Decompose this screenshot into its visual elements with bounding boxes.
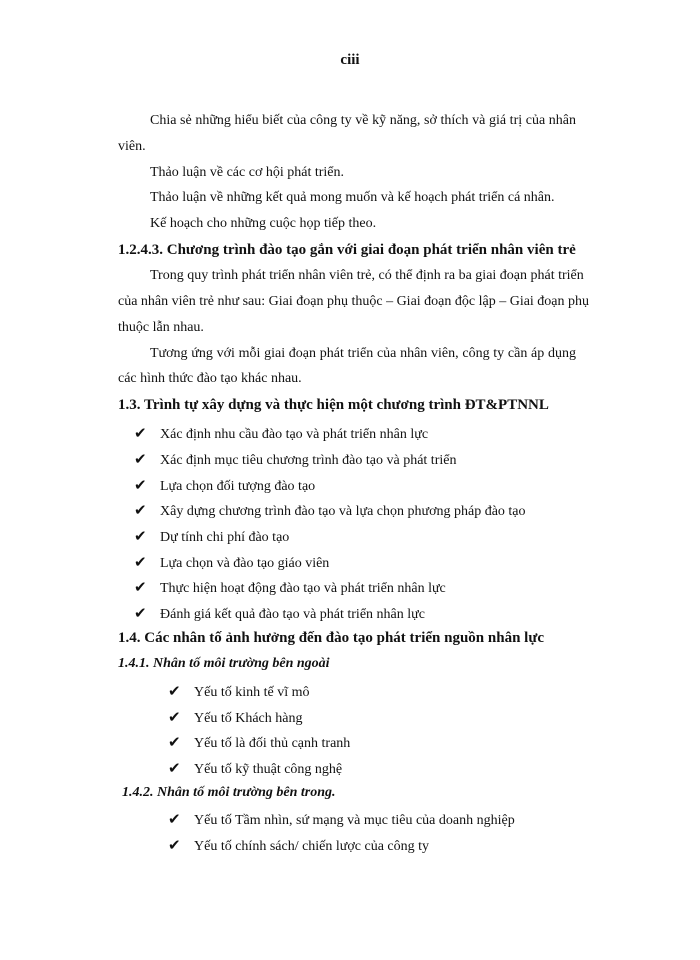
list-item — [134, 476, 315, 495]
section-paragraph-line: các hình thức đào tạo khác nhau. — [118, 371, 302, 386]
checkmark-icon: ✔ — [134, 478, 147, 494]
checkmark-icon: ✔ — [134, 503, 147, 519]
list-item-text: Xác định nhu cầu đào tạo và phát triển nhân lực — [160, 427, 429, 442]
section-heading-1-2-4-3: 1.2.4.3. Chương trình đào tạo gắn với giai đoạn phát triển nhân viên trẻ — [118, 242, 576, 258]
list-item — [134, 578, 446, 597]
list-item-text: Yếu tố Tầm nhìn, sứ mạng và mục tiêu của doanh nghiệp — [194, 813, 515, 828]
list-item — [168, 733, 350, 752]
subsection-heading-1-4-1: 1.4.1. Nhân tố môi trường bên ngoài — [118, 656, 330, 671]
intro-paragraph-line: Chia sẻ những hiểu biết của công ty về kỹ năng, sở thích và giá trị của nhân — [150, 113, 576, 128]
list-item — [134, 424, 428, 443]
list-item — [134, 553, 329, 572]
checkmark-icon: ✔ — [134, 452, 147, 468]
checkmark-icon: ✔ — [168, 710, 181, 726]
list-item-text: Lựa chọn và đào tạo giáo viên — [160, 556, 330, 571]
list-item — [134, 527, 289, 546]
checkmark-icon: ✔ — [168, 684, 181, 700]
intro-paragraph: Thảo luận về các cơ hội phát triển. — [150, 165, 344, 180]
checkmark-icon: ✔ — [134, 555, 147, 571]
list-item — [134, 501, 526, 520]
list-item — [168, 682, 310, 701]
section-paragraph-line: của nhân viên trẻ như sau: Giai đoạn phụ thuộc – Giai đoạn độc lập – Giai đoạn phụ — [118, 294, 590, 309]
list-item — [168, 759, 342, 778]
list-item — [134, 604, 425, 623]
list-item — [168, 810, 515, 829]
list-item-text: Yếu tố là đối thủ cạnh tranh — [194, 736, 351, 751]
list-item-text: Yếu tố Khách hàng — [194, 711, 303, 726]
checkmark-icon: ✔ — [168, 735, 181, 751]
checkmark-icon: ✔ — [134, 580, 147, 596]
list-item-text: Thực hiện hoạt động đào tạo và phát triển nhân lực — [160, 581, 446, 596]
list-item-text: Yếu tố kinh tế vĩ mô — [194, 685, 310, 700]
list-item-text: Xây dựng chương trình đào tạo và lựa chọn phương pháp đào tạo — [160, 504, 526, 519]
checkmark-icon: ✔ — [134, 606, 147, 622]
checkmark-icon: ✔ — [168, 761, 181, 777]
list-item-text: Yếu tố kỹ thuật công nghệ — [194, 762, 343, 777]
checkmark-icon: ✔ — [168, 838, 181, 854]
section-paragraph-line: thuộc lẫn nhau. — [118, 320, 204, 335]
list-item — [168, 836, 429, 855]
list-item-text: Dự tính chi phí đào tạo — [160, 530, 290, 545]
list-item-text: Yếu tố chính sách/ chiến lược của công ty — [194, 839, 430, 854]
list-item — [134, 450, 456, 469]
page-number: ciii — [340, 52, 360, 68]
section-heading-1-3: 1.3. Trình tự xây dựng và thực hiện một chương trình ĐT&PTNNL — [118, 397, 549, 413]
list-item-text: Đánh giá kết quả đào tạo và phát triển nhân lực — [160, 607, 425, 622]
list-item — [168, 708, 302, 727]
subsection-heading-1-4-2: 1.4.2. Nhân tố môi trường bên trong. — [122, 785, 336, 800]
checkmark-icon: ✔ — [168, 812, 181, 828]
list-item-text: Xác định mục tiêu chương trình đào tạo và phát triển — [160, 453, 457, 468]
section-heading-1-4: 1.4. Các nhân tố ảnh hưởng đến đào tạo phát triển nguồn nhân lực — [118, 630, 544, 646]
section-paragraph-line: Trong quy trình phát triển nhân viên trẻ, có thể định ra ba giai đoạn phát triển — [150, 268, 584, 283]
list-item-text: Lựa chọn đối tượng đào tạo — [160, 479, 316, 494]
checkmark-icon: ✔ — [134, 529, 147, 545]
intro-paragraph-line: viên. — [118, 139, 146, 154]
checkmark-icon: ✔ — [134, 426, 147, 442]
section-paragraph-line: Tương ứng với mỗi giai đoạn phát triển của nhân viên, công ty cần áp dụng — [150, 346, 576, 361]
intro-paragraph: Thảo luận về những kết quả mong muốn và kế hoạch phát triển cá nhân. — [150, 190, 555, 205]
intro-paragraph: Kế hoạch cho những cuộc họp tiếp theo. — [150, 216, 377, 231]
